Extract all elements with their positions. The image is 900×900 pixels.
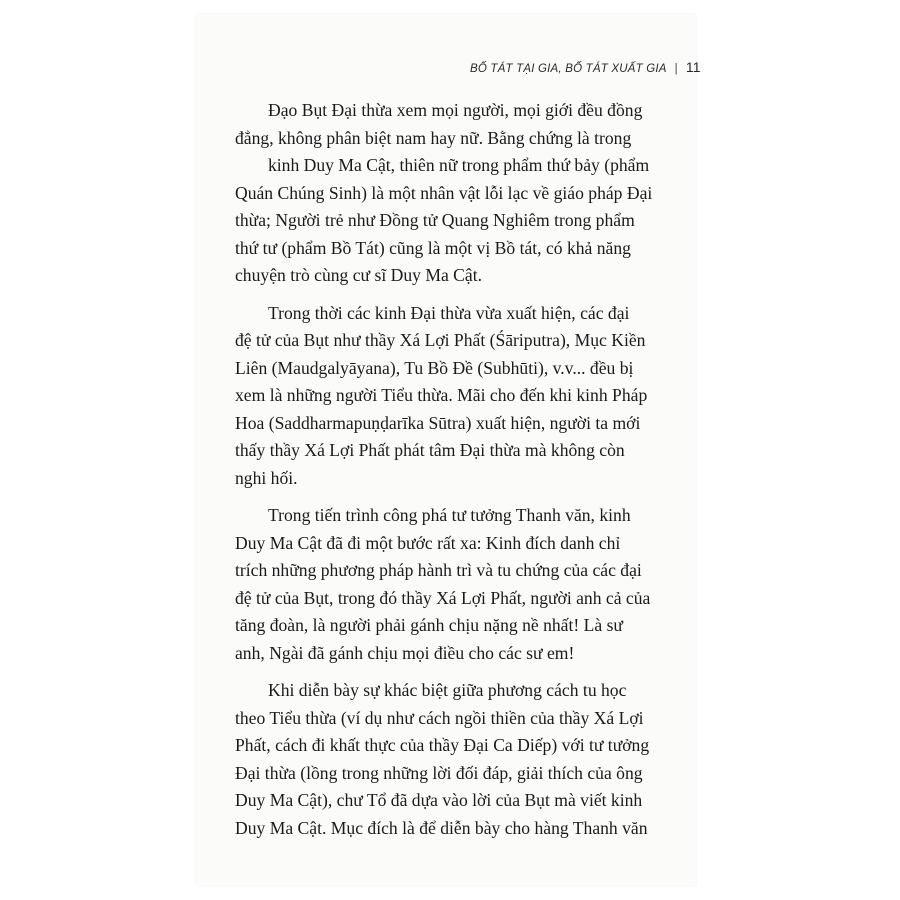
text-line: đệ tử của Bụt, trong đó thầy Xá Lợi Phất, người anh cả của (235, 587, 651, 608)
text-line: kinh Duy Ma Cật, thiên nữ trong phẩm thứ bảy (phẩm (268, 155, 650, 175)
text-line: theo Tiểu thừa (ví dụ như cách ngồi thiền của thầy Xá Lợi (235, 707, 644, 728)
text-line: Đạo Bụt Đại thừa xem mọi người, mọi giới đều đồng (268, 100, 643, 120)
paragraph-2 (235, 300, 687, 493)
text-line: nghi hối. (235, 467, 298, 488)
text-line: thứ tư (phẩm Bồ Tát) cũng là một vị Bồ tát, có khả năng (235, 237, 631, 258)
text-line: thấy thầy Xá Lợi Phất phát tâm Đại thừa mà không còn (235, 440, 625, 460)
text-line: đẳng, không phân biệt nam hay nữ. Bằng chứng là trong (235, 127, 632, 148)
text-line: tăng đoàn, là người phải gánh chịu nặng nề nhất! Là sư (235, 615, 623, 635)
text-line: chuyện trò cùng cư sĩ Duy Ma Cật. (235, 265, 482, 285)
running-header (470, 59, 701, 75)
header-separator: | (674, 63, 678, 75)
text-line: Duy Ma Cật), chư Tổ đã dựa vào lời của Bụt mà viết kinh (235, 790, 643, 810)
text-line: Quán Chúng Sinh) là một nhân vật lỗi lạc về giáo pháp Đại (235, 182, 653, 203)
page-number: 11 (685, 59, 701, 75)
text-line: Duy Ma Cật đã đi một bước rất xa: Kinh đích danh chỉ (235, 532, 621, 553)
text-line: trích những phương pháp hành trì và tu chứng của các đại (235, 560, 642, 580)
text-line: Liên (Maudgalyāyana), Tu Bồ Đề (Subhūti), v.v... đều bị (235, 357, 634, 378)
paragraph-3 (235, 502, 687, 667)
paragraph-4 (235, 677, 687, 842)
text-line: đệ tử của Bụt như thầy Xá Lợi Phất (Śāriputra), Mục Kiền (235, 330, 646, 350)
text-line: Phất, cách đi khất thực của thầy Đại Ca Diếp) với tư tưởng (235, 735, 650, 755)
body-text (235, 97, 687, 842)
text-line: Hoa (Saddharmapuṇḍarīka Sūtra) xuất hiện, người ta mới (235, 412, 641, 433)
text-line: Duy Ma Cật. Mục đích là để diễn bày cho hàng Thanh văn (235, 817, 648, 838)
paragraph-1 (235, 97, 687, 290)
text-line: Trong thời các kinh Đại thừa vừa xuất hiện, các đại (268, 302, 630, 323)
text-line: Trong tiến trình công phá tư tưởng Thanh văn, kinh (268, 505, 631, 525)
text-line: thừa; Người trẻ như Đồng tử Quang Nghiêm trong phẩm (235, 210, 635, 230)
text-line: Đại thừa (lồng trong những lời đối đáp, giải thích của ông (235, 762, 643, 783)
running-header-title: BỐ TÁT TẠI GIA, BỐ TÁT XUẤT GIA (470, 63, 667, 75)
text-line: Khi diễn bày sự khác biệt giữa phương cách tu học (268, 680, 627, 700)
text-line: xem là những người Tiểu thừa. Mãi cho đến khi kinh Pháp (235, 385, 648, 405)
text-line: anh, Ngài đã gánh chịu mọi điều cho các sư em! (235, 642, 575, 663)
